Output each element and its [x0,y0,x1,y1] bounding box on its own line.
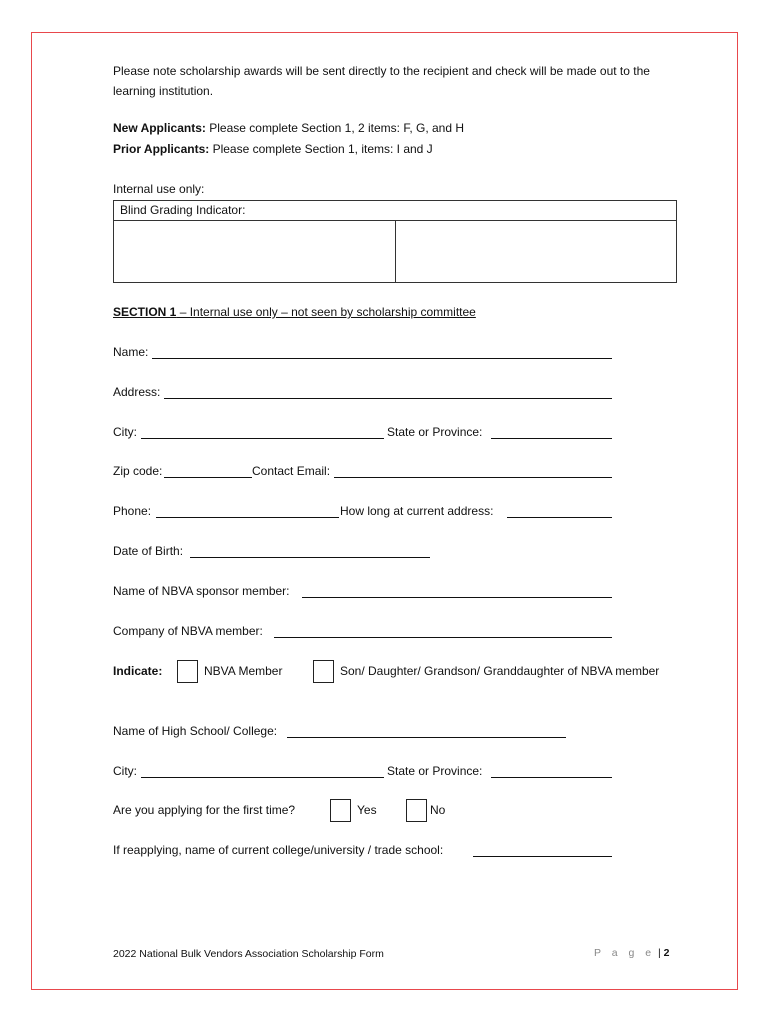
school-city-field[interactable] [141,777,384,778]
state-field[interactable] [491,438,612,439]
first-time-no-label: No [430,803,446,817]
email-label: Contact Email: [252,464,331,478]
first-time-yes-checkbox[interactable] [330,799,351,822]
section1-heading [113,305,476,319]
footer-page-label: P a g e [594,947,656,959]
school-city-label: City: [113,764,137,778]
first-time-no-checkbox[interactable] [406,799,427,822]
prior-applicants-line [113,142,433,156]
notice-paragraph: Please note scholarship awards will be sent directly to the recipient and check will be made out to the learning institution. [113,64,650,98]
sponsor-field[interactable] [302,597,612,598]
address-field[interactable] [164,398,612,399]
nbva-member-option-label: NBVA Member [204,664,283,678]
relative-of-member-option-label: Son/ Daughter/ Grandson/ Granddaughter of NBVA member [340,664,660,678]
name-field[interactable] [152,358,612,359]
city-label: City: [113,425,137,439]
phone-label: Phone: [113,504,152,518]
zip-field[interactable] [164,477,252,478]
internal-use-label: Internal use only: [113,182,205,196]
relative-of-member-checkbox[interactable] [313,660,334,683]
phone-field[interactable] [156,517,339,518]
school-field[interactable] [287,737,566,738]
footer-page-number: 2 [663,947,670,959]
address-label: Address: [113,385,161,399]
new-applicants-label: New Applicants: [113,121,206,135]
email-field[interactable] [334,477,612,478]
zip-label: Zip code: [113,464,163,478]
dob-field[interactable] [190,557,430,558]
dob-label: Date of Birth: [113,544,184,558]
blind-grading-cell-left[interactable] [114,221,394,282]
school-state-field[interactable] [491,777,612,778]
school-label: Name of High School/ College: [113,724,278,738]
reapplying-field[interactable] [473,856,612,857]
blind-grading-header: Blind Grading Indicator: [120,203,246,217]
section1-subtitle: – Internal use only – not seen by scholarship committee [176,305,476,319]
indicate-label: Indicate: [113,664,163,678]
nbva-member-checkbox[interactable] [177,660,198,683]
new-applicants-line [113,121,464,135]
first-time-label: Are you applying for the first time? [113,803,296,817]
how-long-label: How long at current address: [340,504,494,518]
state-label: State or Province: [387,425,483,439]
prior-applicants-label: Prior Applicants: [113,142,210,156]
prior-applicants-text: Please complete Section 1, items: I and J [209,142,433,156]
footer-form-title: 2022 National Bulk Vendors Association Scholarship Form [113,948,384,960]
city-field[interactable] [141,438,384,439]
first-time-yes-label: Yes [357,803,377,817]
school-state-label: State or Province: [387,764,483,778]
section1-title: SECTION 1 [113,305,177,319]
footer-page-indicator [594,947,670,959]
company-field[interactable] [274,637,612,638]
footer-separator: | [658,947,661,959]
blind-grading-cell-right[interactable] [396,221,676,282]
reapplying-label: If reapplying, name of current college/university / trade school: [113,843,444,857]
name-label: Name: [113,345,149,359]
new-applicants-text: Please complete Section 1, 2 items: F, G, and H [205,121,465,135]
company-label: Company of NBVA member: [113,624,263,638]
how-long-field[interactable] [507,517,612,518]
sponsor-label: Name of NBVA sponsor member: [113,584,290,598]
